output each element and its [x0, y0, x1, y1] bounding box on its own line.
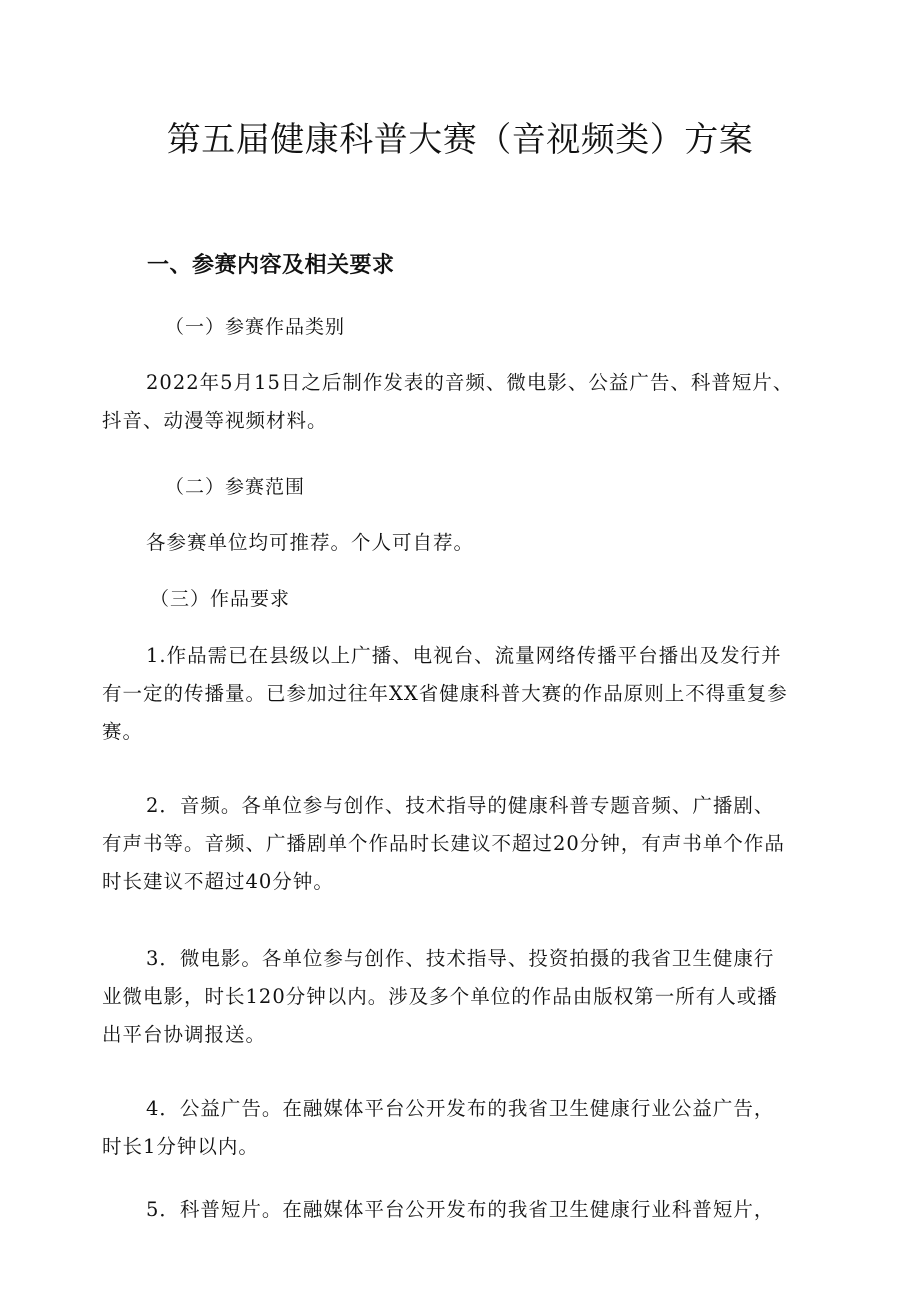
requirement-item-4 — [102, 1090, 832, 1166]
text-line: 出平台协调报送。 — [102, 1023, 267, 1046]
requirement-item-5 — [102, 1191, 832, 1229]
subheading-scope: （二）参赛范围 — [165, 476, 306, 498]
text-line: 业微电影，时长120分钟以内。涉及多个单位的作品由版权第一所有人或播 — [102, 985, 778, 1008]
requirement-item-3 — [102, 940, 832, 1054]
text-line: 5．科普短片。在融媒体平台公开发布的我省卫生健康行业科普短片， — [146, 1198, 775, 1221]
text-line: 时长1分钟以内。 — [102, 1135, 259, 1158]
text-line: 有一定的传播量。已参加过往年XX省健康科普大赛的作品原则上不得重复参 — [102, 682, 788, 705]
requirement-item-1 — [102, 637, 832, 751]
text-line: 有声书等。音频、广播剧单个作品时长建议不超过20分钟，有声书单个作品 — [102, 832, 785, 855]
text-line: 2022年5月15日之后制作发表的音频、微电影、公益广告、科普短片、 — [146, 371, 794, 394]
text-line: 抖音、动漫等视频材料。 — [102, 409, 328, 432]
text-line: 2．音频。各单位参与创作、技术指导的健康科普专题音频、广播剧、 — [146, 794, 775, 817]
requirement-item-2 — [102, 787, 832, 901]
paragraph-scope — [146, 524, 876, 562]
text-line: 3．微电影。各单位参与创作、技术指导、投资拍摄的我省卫生健康行 — [146, 947, 775, 970]
section-heading-1: 一、参赛内容及相关要求 — [147, 253, 395, 278]
text-line: 1.作品需已在县级以上广播、电视台、流量网络传播平台播出及发行并 — [146, 644, 782, 667]
text-line: 4．公益广告。在融媒体平台公开发布的我省卫生健康行业公益广告， — [146, 1097, 775, 1120]
subheading-requirements: （三）作品要求 — [150, 588, 291, 610]
text-line: 各参赛单位均可推荐。个人可自荐。 — [146, 531, 475, 554]
text-line: 赛。 — [102, 720, 144, 743]
subheading-category: （一）参赛作品类别 — [165, 316, 346, 338]
document-title: 第五届健康科普大赛（音视频类）方案 — [166, 120, 754, 160]
text-line: 时长建议不超过40分钟。 — [102, 870, 334, 893]
paragraph-category — [102, 364, 832, 440]
